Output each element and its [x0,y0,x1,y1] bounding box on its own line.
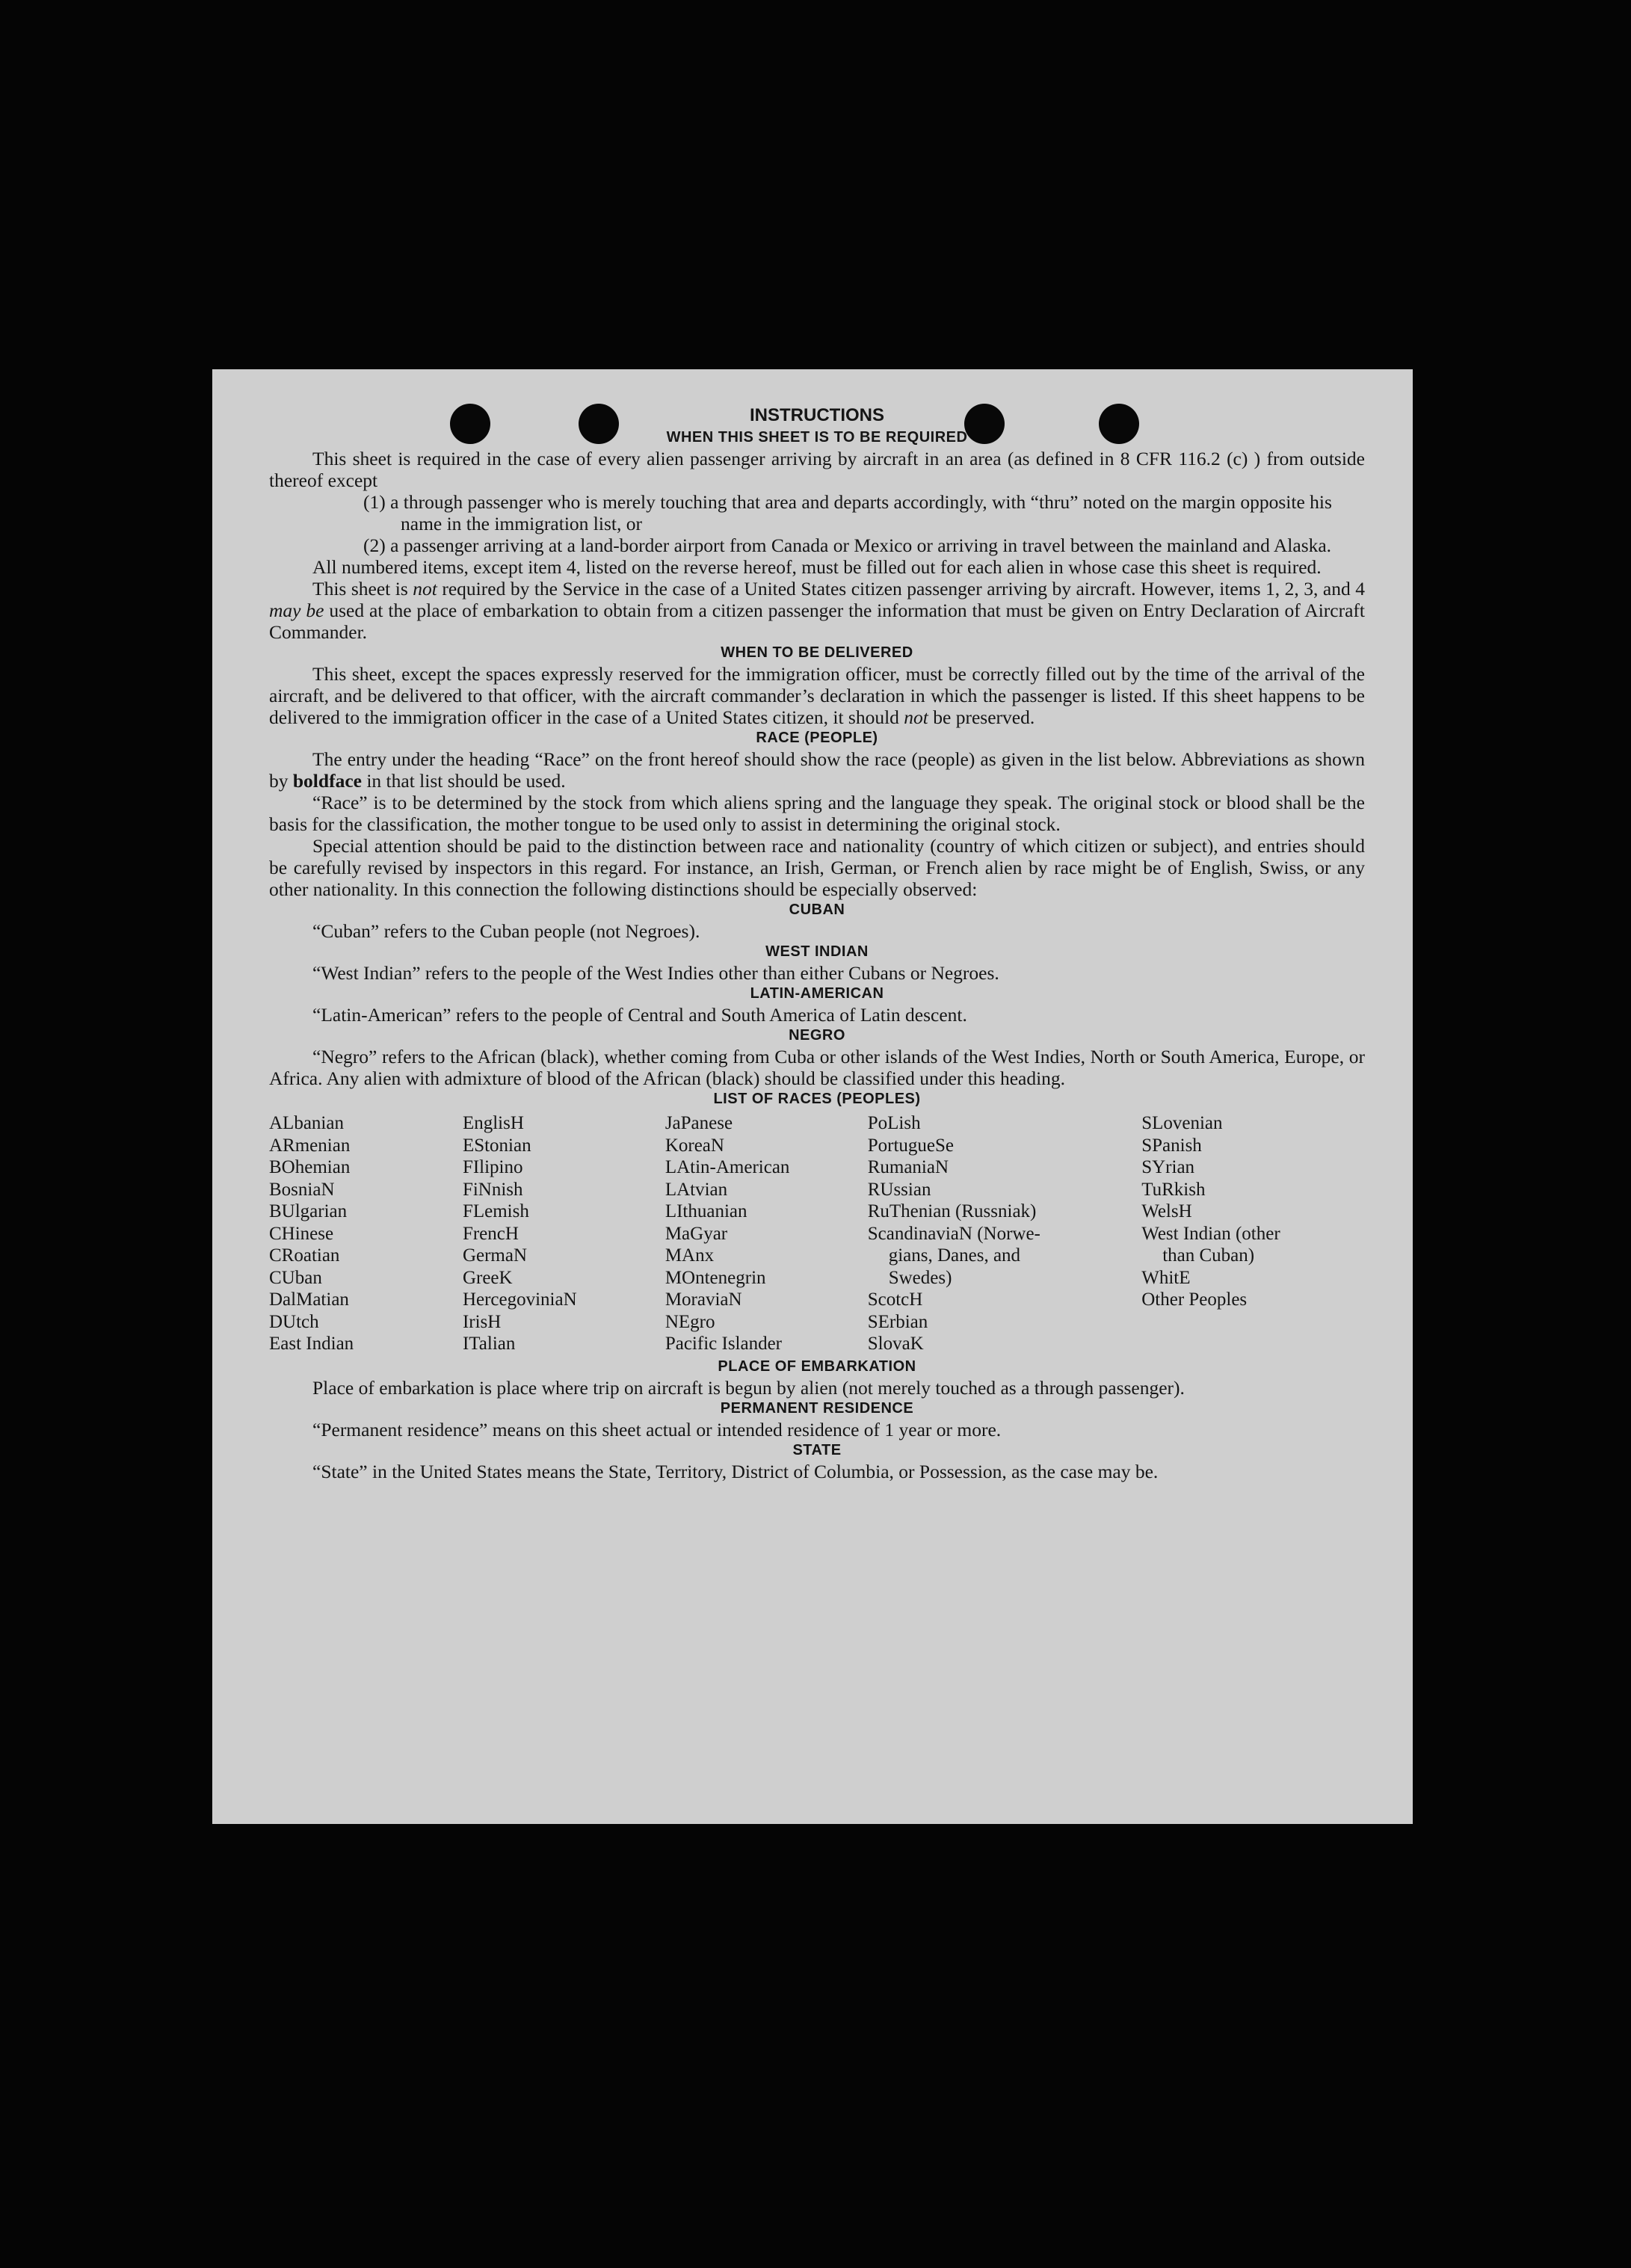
race-item: EnglisH [462,1113,524,1133]
race-item: CRoatian [269,1245,340,1266]
race-item: ScandinaviaN (Norwe- [867,1223,1040,1244]
section-heading: NEGRO [789,1027,845,1044]
paragraph: “Cuban” refers to the Cuban people (not Negroes). [312,920,700,942]
race-item: FiNnish [462,1179,523,1200]
paragraph: Place of embarkation is place where trip on aircraft is begun by alien (not merely touched as a through passenger). [312,1376,1185,1399]
race-item: LAtvian [665,1179,728,1200]
section-heading: PLACE OF EMBARKATION [718,1358,916,1375]
paragraph: This sheet is required in the case of every alien passenger arriving by aircraft in an area (as defined in 8 CFR 116.2 (c) ) from outside thereof except [269,448,1365,491]
race-item: DalMatian [269,1289,349,1310]
race-item: PortugueSe [867,1135,954,1156]
race-item: than Cuban) [1162,1245,1255,1266]
section-heading: LIST OF RACES (PEOPLES) [713,1091,921,1107]
race-item: ITalian [462,1334,516,1354]
punch-hole [450,404,490,444]
race-list [269,1112,1365,1355]
paragraph: The entry under the heading “Race” on the front hereof should show the race (people) as given in the list below. Abbreviations as shown by boldface in that list should be used. [269,748,1365,792]
race-item: West Indian (other [1141,1223,1280,1244]
paragraph: “State” in the United States means the State, Territory, District of Columbia, or Possession, as the case may be. [312,1460,1159,1482]
section-heading: RACE (PEOPLE) [756,730,878,746]
race-item: SlovaK [867,1334,924,1354]
race-item: MAnx [665,1245,715,1266]
race-column [868,1112,1142,1355]
race-item: JaPanese [665,1113,733,1133]
paragraph: “Permanent residence” means on this sheet actual or intended residence of 1 year or more. [312,1418,1002,1440]
race-item: HercegoviniaN [462,1289,577,1310]
race-item: FIlipino [462,1157,523,1177]
race-item: RUssian [867,1179,931,1200]
race-item: ALbanian [269,1113,344,1133]
race-item: EStonian [462,1135,531,1156]
section-heading: PERMANENT RESIDENCE [720,1399,914,1417]
paragraph: All numbered items, except item 4, listed on the reverse hereof, must be filled out for each alien in whose case this sheet is required. [312,556,1322,578]
race-item: SErbian [867,1311,928,1332]
race-item: RumaniaN [867,1157,949,1177]
race-item: WhitE [1141,1267,1191,1288]
race-item: Swedes) [888,1267,952,1288]
document-sheet [212,369,1413,1824]
paragraph: “West Indian” refers to the people of the West Indies other than either Cubans or Negroes. [312,962,999,984]
race-item: MoraviaN [665,1289,742,1310]
race-item: MaGyar [665,1223,728,1244]
race-item: SPanish [1141,1135,1202,1156]
race-item: CHinese [269,1223,334,1244]
list-item: (2) a passenger arriving at a land-border airport from Canada or Mexico or arriving in travel between the mainland and Alaska. [363,534,1332,556]
race-item: East Indian [269,1334,354,1354]
paragraph: “Negro” refers to the African (black), whether coming from Cuba or other islands of the West Indies, North or South America, Europe, or Africa. Any alien with admixture of blood of the African (black) should be classified under this heading. [269,1046,1365,1089]
race-item: Pacific Islander [665,1334,783,1354]
paragraph: This sheet is not required by the Service in the case of a United States citizen passenger arriving by aircraft. However, items 1, 2, 3, and 4 may be used at the place of embarkation to obtain from a citizen passenger the information that must be given on Entry Declaration of Aircraft Commander. [269,578,1365,643]
race-item: LIthuanian [665,1201,747,1221]
race-item: LAtin-American [665,1157,790,1177]
race-item: BOhemian [269,1157,351,1177]
race-item: ScotcH [867,1289,923,1310]
race-item: RuThenian (Russniak) [867,1201,1037,1221]
race-item: gians, Danes, and [888,1245,1021,1266]
race-item: WelsH [1141,1201,1192,1221]
race-item: SLovenian [1141,1113,1223,1133]
race-item: TuRkish [1141,1179,1206,1200]
race-item: Other Peoples [1141,1289,1248,1310]
punch-hole [1099,404,1139,444]
paragraph: This sheet, except the spaces expressly reserved for the immigration officer, must be correctly filled out by the time of the arrival of the aircraft, and be delivered to that officer, with the aircraft commander’s declaration in which the passenger is listed. If this sheet happens to be delivered to the immigration officer in the case of a United States citizen, it should not be preserved. [269,663,1365,728]
section-heading: STATE [792,1441,842,1458]
punch-hole [579,404,619,444]
paragraph: “Latin-American” refers to the people of Central and South America of Latin descent. [312,1004,967,1026]
race-item: GermaN [462,1245,528,1266]
punch-hole [964,404,1005,444]
document-title: INSTRUCTIONS [750,405,884,425]
race-column [463,1112,665,1355]
race-column [269,1112,463,1355]
paragraph: Special attention should be paid to the distinction between race and nationality (country of which citizen or subject), and entries should be carefully revised by inspectors in this regard. For instance, an Irish, German, or French alien by race might be of English, Swiss, or any other nationality. In this connection the following distinctions should be especially observed: [269,835,1365,900]
paragraph: “Race” is to be determined by the stock from which aliens spring and the language they speak. The original stock or blood shall be the basis for the classification, the mother tongue to be used only to assist in determining the original stock. [269,792,1365,835]
race-item: BUlgarian [269,1201,348,1221]
list-item: (1) a through passenger who is merely touching that area and departs accordingly, with “thru” noted on the margin opposite his name in the immigration list, or [363,491,1332,534]
race-item: FrencH [462,1223,519,1244]
race-item: KoreaN [665,1135,724,1156]
race-item: PoLish [867,1113,921,1133]
race-item: FLemish [462,1201,529,1221]
section-heading: CUBAN [789,902,845,918]
race-item: CUban [269,1267,322,1288]
section-heading: WEST INDIAN [765,943,869,960]
race-column [665,1112,868,1355]
race-item: GreeK [462,1267,513,1288]
race-item: ARmenian [269,1135,351,1156]
section-heading: WHEN THIS SHEET IS TO BE REQUIRED [666,429,968,446]
section-heading: WHEN TO BE DELIVERED [721,644,913,661]
race-item: NEgro [665,1311,715,1332]
race-item: MOntenegrin [665,1267,766,1288]
race-item: IrisH [462,1311,502,1332]
race-column [1141,1112,1365,1355]
race-item: SYrian [1141,1157,1195,1177]
race-item: DUtch [269,1311,319,1332]
section-heading: LATIN-AMERICAN [750,985,884,1002]
race-item: BosniaN [269,1179,335,1200]
